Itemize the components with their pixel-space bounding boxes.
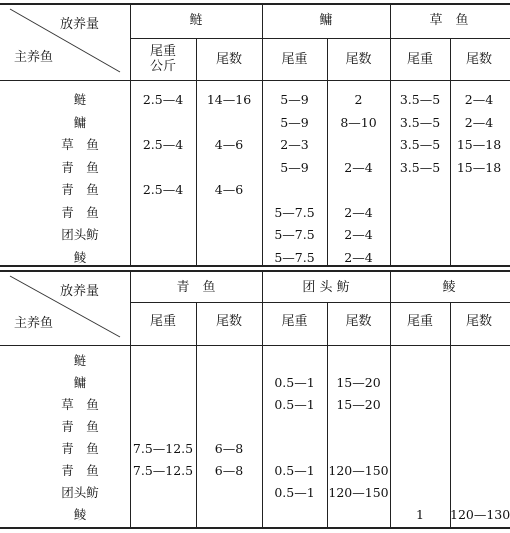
table1-row-label-2: 草 鱼 [61, 137, 99, 152]
table2-group-0: 青 鱼 [176, 280, 216, 295]
table2-row-label-4: 青 鱼 [61, 441, 99, 456]
table1-cell-5-3: 2—4 [344, 204, 373, 220]
table2-row-label-7: 鲮 [73, 507, 87, 522]
table1-subheader-0-a: 尾重 [149, 44, 176, 59]
table1-row-label-5: 青 鱼 [61, 204, 99, 220]
table2-row-label-3: 青 鱼 [61, 419, 99, 434]
table1-cell-2-4: 3.5—5 [399, 137, 441, 152]
table1-group-2: 草 鱼 [429, 13, 469, 28]
table2-cell-4-0: 7.5—12.5 [132, 441, 194, 456]
table1-subheader-2: 尾重 [281, 52, 308, 67]
table2-cell-1-2: 0.5—1 [274, 375, 315, 390]
table1-cell-0-3: 2 [354, 92, 363, 107]
table1-group-0: 鲢 [189, 13, 203, 28]
table1-cell-3-4: 3.5—5 [399, 159, 441, 175]
table1-corner-bottom-label: 主养鱼 [14, 49, 54, 65]
table1-cell-3-2: 5—9 [280, 159, 309, 175]
table2-row-label-6: 团头鲂 [61, 485, 99, 500]
table1-row-label-6: 团头鲂 [61, 227, 99, 242]
table1-cell-3-3: 2—4 [344, 159, 373, 175]
table1-subheader-4: 尾重 [406, 52, 433, 67]
table2-corner-top-label: 放养量 [60, 284, 100, 299]
table1-cell-2-5: 15—18 [456, 137, 502, 152]
table2-subheader-5: 尾数 [465, 314, 492, 329]
table2-subheader-0: 尾重 [149, 314, 176, 329]
table2-cell-4-1: 6—8 [214, 441, 244, 456]
table1-cell-4-1: 4—6 [214, 182, 244, 197]
table2-row-label-2: 草 鱼 [61, 397, 99, 412]
table1-row-label-0: 鲢 [73, 92, 87, 107]
table1-cell-4-0: 2.5—4 [142, 182, 184, 197]
table2-cell-6-2: 0.5—1 [274, 485, 315, 500]
table2-row-label-1: 鳙 [73, 375, 87, 390]
table1-cell-5-2: 5—7.5 [274, 204, 315, 220]
table1-cell-1-2: 5—9 [280, 114, 309, 130]
table2-subheader-2: 尾重 [281, 314, 308, 329]
table1-cell-3-5: 15—18 [456, 159, 502, 175]
table1-subheader-0-b: 公斤 [149, 59, 176, 74]
table1-group-1: 鳙 [319, 13, 333, 28]
table1-row-label-4: 青 鱼 [61, 182, 99, 197]
table1-cell-2-1: 4—6 [214, 137, 244, 152]
table1-row-label-7: 鲮 [73, 249, 87, 265]
table1-cell-7-3: 2—4 [344, 249, 373, 265]
table2-cell-7-4: 1 [416, 507, 424, 522]
table1-cell-0-2: 5—9 [280, 92, 309, 107]
table2-subheader-3: 尾数 [345, 314, 372, 329]
table1-subheader-1: 尾数 [215, 52, 242, 67]
table2-subheader-1: 尾数 [215, 314, 242, 329]
table1-cell-1-5: 2—4 [464, 114, 494, 130]
table1-cell-0-1: 14—16 [206, 92, 252, 107]
table1-cell-6-2: 5—7.5 [274, 227, 315, 242]
table1-cell-0-4: 3.5—5 [399, 92, 441, 107]
table2-row-label-5: 青 鱼 [61, 463, 99, 478]
table2-row-label-0: 鲢 [73, 353, 87, 368]
table1-row-label-1: 鳙 [73, 114, 87, 130]
table2-cell-5-1: 6—8 [214, 463, 244, 478]
table1-subheader-3: 尾数 [345, 52, 372, 67]
table2-cell-1-3: 15—20 [336, 375, 381, 390]
table2-cell-2-3: 15—20 [336, 397, 381, 412]
table2-cell-7-5: 120—130 [450, 507, 510, 522]
table2-corner-bottom-label: 主养鱼 [14, 315, 54, 331]
table2-subheader-4: 尾重 [406, 314, 433, 329]
table2-group-1: 团 头 鲂 [302, 280, 350, 295]
table2-cell-5-0: 7.5—12.5 [132, 463, 194, 478]
table1-cell-6-3: 2—4 [344, 227, 373, 242]
table1-subheader-5: 尾数 [465, 52, 492, 67]
table2-cell-2-2: 0.5—1 [274, 397, 315, 412]
table1-corner-top-label: 放养量 [60, 17, 100, 32]
table1-cell-2-2: 2—3 [280, 137, 309, 152]
table1-cell-2-0: 2.5—4 [142, 137, 184, 152]
table1-cell-0-0: 2.5—4 [142, 92, 184, 107]
table1-cell-0-5: 2—4 [464, 92, 494, 107]
table1-cell-7-2: 5—7.5 [274, 249, 315, 265]
table2-cell-6-3: 120—150 [328, 485, 389, 500]
table1-cell-1-4: 3.5—5 [399, 114, 441, 130]
table1-cell-1-3: 8—10 [340, 114, 377, 130]
table2-cell-5-2: 0.5—1 [274, 463, 315, 478]
table1-row-label-3: 青 鱼 [61, 159, 99, 175]
table2-cell-5-3: 120—150 [328, 463, 389, 478]
table2-group-2: 鲮 [442, 280, 456, 295]
